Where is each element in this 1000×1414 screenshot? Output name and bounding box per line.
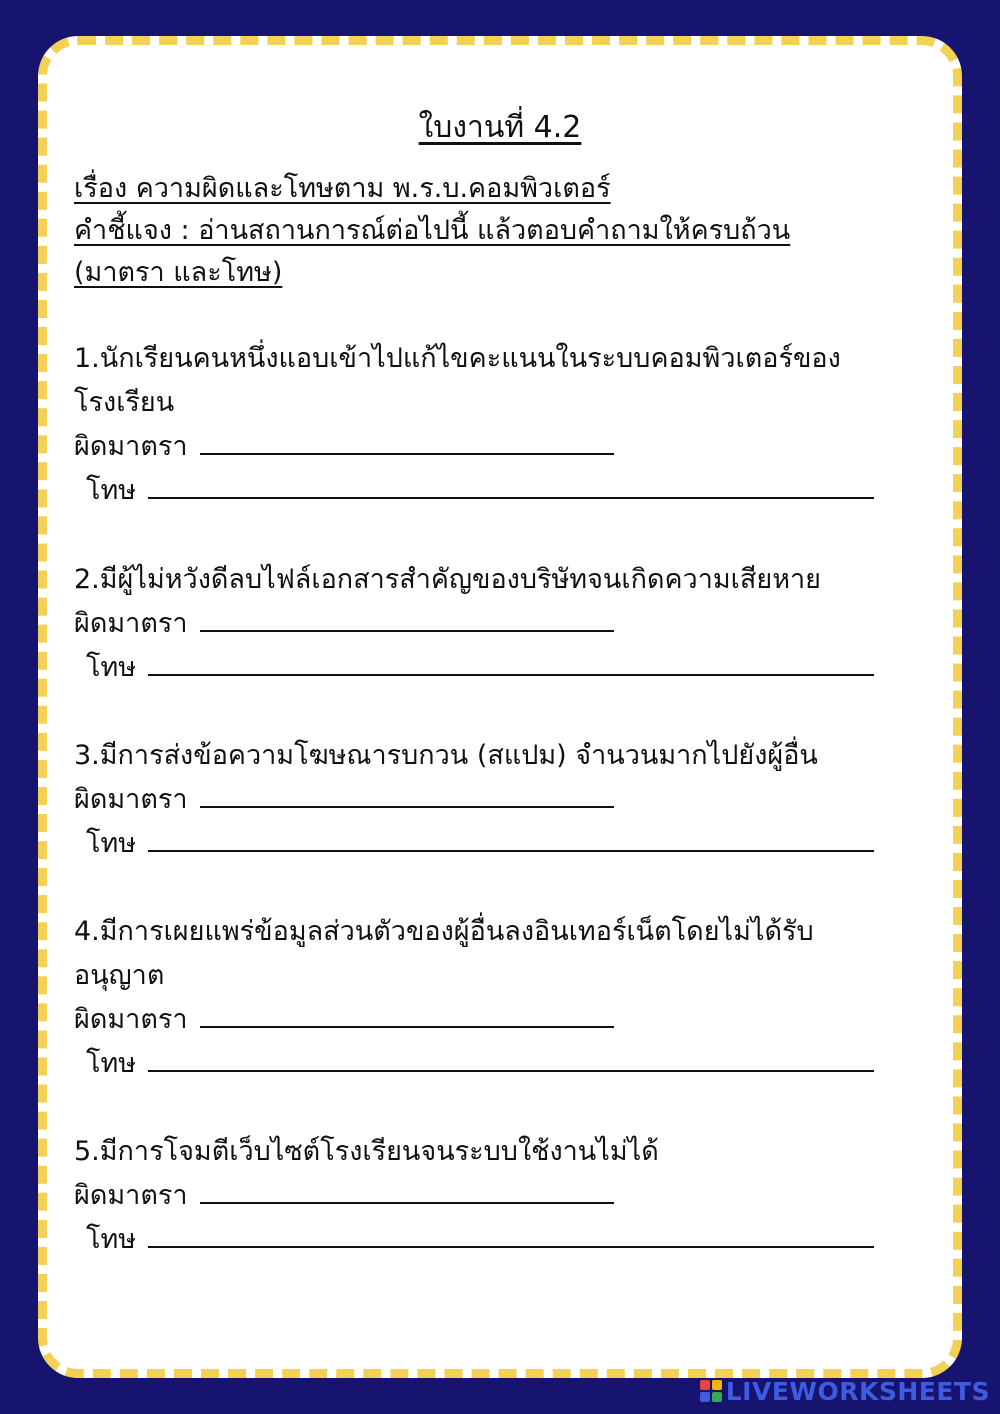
question-2-penalty-row <box>86 645 874 688</box>
penalty-label: โทษ <box>86 1048 137 1079</box>
section-label: ผิดมาตรา <box>74 1180 188 1211</box>
watermark-text: LIVEWORKSHEETS <box>725 1376 990 1406</box>
liveworksheets-logo-icon <box>700 1380 722 1402</box>
question-5-section-row <box>74 1173 614 1216</box>
section-label: ผิดมาตรา <box>74 1004 188 1035</box>
section-label: ผิดมาตรา <box>74 608 188 639</box>
question-4-penalty-row <box>86 1041 874 1084</box>
penalty-label: โทษ <box>86 828 137 859</box>
penalty-label: โทษ <box>86 1224 137 1255</box>
question-2-section-blank[interactable] <box>200 610 614 632</box>
question-4-text-cont: อนุญาต <box>74 960 165 991</box>
question-1-section-blank[interactable] <box>200 433 614 455</box>
question-1-penalty-row <box>86 468 874 511</box>
question-3-section-row <box>74 777 614 820</box>
question-5-text: 5.มีการโจมตีเว็บไซต์โรงเรียนจนระบบใช้งานไม่ได้ <box>74 1136 659 1167</box>
question-2-penalty-blank[interactable] <box>148 654 874 676</box>
worksheet-title: ใบงานที่ 4.2 <box>418 110 582 145</box>
question-1-text: 1.นักเรียนคนหนึ่งแอบเข้าไปแก้ไขคะแนนในระบบคอมพิวเตอร์ของ <box>74 343 841 374</box>
topic-line: เรื่อง ความผิดและโทษตาม พ.ร.บ.คอมพิวเตอร์ <box>74 173 611 204</box>
question-1-penalty-blank[interactable] <box>148 477 874 499</box>
question-4-section-blank[interactable] <box>200 1006 614 1028</box>
question-5-penalty-blank[interactable] <box>148 1226 874 1248</box>
section-label: ผิดมาตรา <box>74 784 188 815</box>
question-3-penalty-row <box>86 821 874 864</box>
penalty-label: โทษ <box>86 475 137 506</box>
section-label: ผิดมาตรา <box>74 431 188 462</box>
question-2-section-row <box>74 601 614 644</box>
question-3-penalty-blank[interactable] <box>148 830 874 852</box>
question-3-text: 3.มีการส่งข้อความโฆษณารบกวน (สแปม) จำนวนมากไปยังผู้อื่น <box>74 740 818 771</box>
question-5-section-blank[interactable] <box>200 1182 614 1204</box>
question-1-text-cont: โรงเรียน <box>74 387 175 418</box>
penalty-label: โทษ <box>86 652 137 683</box>
question-2-text: 2.มีผู้ไม่หวังดีลบไฟล์เอกสารสำคัญของบริษัทจนเกิดความเสียหาย <box>74 564 821 595</box>
question-1-section-row <box>74 424 614 467</box>
liveworksheets-watermark[interactable] <box>700 1376 990 1406</box>
instruction-line-2: (มาตรา และโทษ) <box>74 257 283 288</box>
question-4-section-row <box>74 997 614 1040</box>
question-4-penalty-blank[interactable] <box>148 1050 874 1072</box>
instruction-line-1: คำชี้แจง : อ่านสถานการณ์ต่อไปนี้ แล้วตอบคำถามให้ครบถ้วน <box>74 215 791 246</box>
question-4-text: 4.มีการเผยแพร่ข้อมูลส่วนตัวของผู้อื่นลงอินเทอร์เน็ตโดยไม่ได้รับ <box>74 916 814 947</box>
question-3-section-blank[interactable] <box>200 786 614 808</box>
question-5-penalty-row <box>86 1217 874 1260</box>
